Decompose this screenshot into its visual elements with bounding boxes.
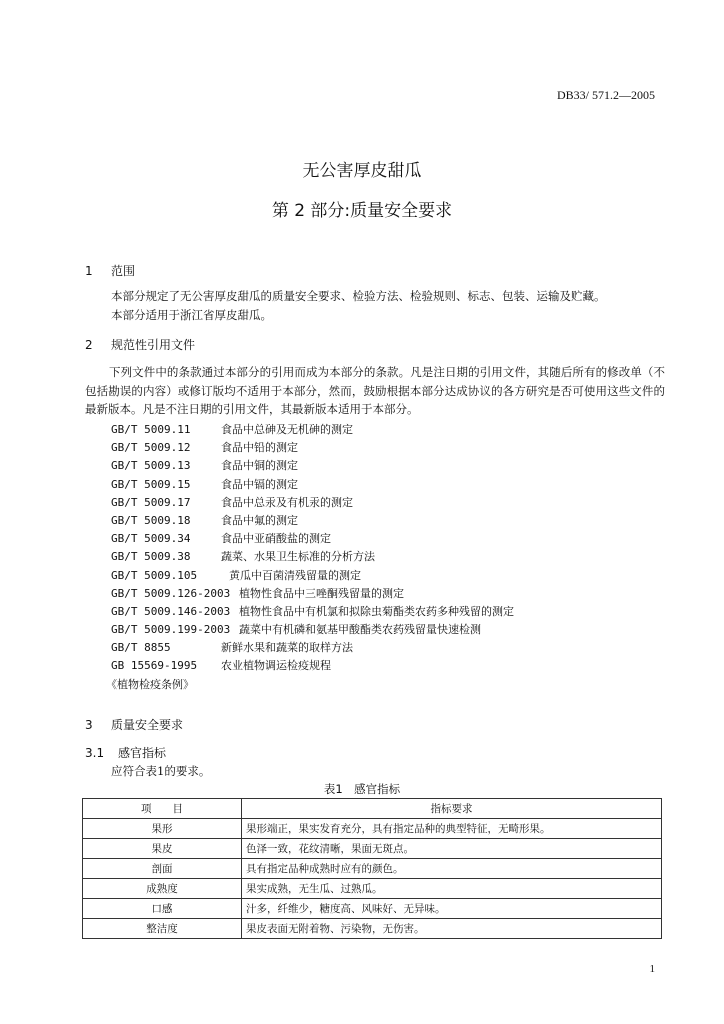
section-number: 3 bbox=[85, 718, 93, 732]
reference-code: GB/T 5009.15 bbox=[111, 477, 191, 491]
document-code: DB33/ 571.2—2005 bbox=[556, 88, 655, 102]
reference-title: 蔬菜、水果卫生标准的分析方法 bbox=[221, 550, 375, 564]
document-title: 无公害厚皮甜瓜 bbox=[302, 161, 422, 181]
reference-title: 蔬菜中有机磷和氨基甲酸酯类农药残留量快速检测 bbox=[239, 623, 481, 637]
reference-item bbox=[111, 421, 514, 439]
reference-item bbox=[111, 603, 514, 621]
page-number: 1 bbox=[649, 963, 655, 975]
section-number: 3.1 bbox=[85, 746, 105, 760]
reference-code: GB/T 5009.34 bbox=[111, 532, 191, 546]
reference-code: GB/T 5009.18 bbox=[111, 513, 191, 527]
section-2-heading bbox=[85, 336, 195, 353]
reference-item bbox=[111, 548, 514, 566]
section-title: 质量安全要求 bbox=[111, 718, 184, 732]
table-cell-requirement: 汁多，纤维少，糖度高、风味好、无异味。 bbox=[242, 899, 662, 919]
reference-code: GB/T 5009.11 bbox=[111, 423, 191, 436]
column-header-item: 项 目 bbox=[83, 799, 242, 819]
reference-title: 食品中氟的测定 bbox=[221, 513, 298, 527]
section-1-line-1: 本部分规定了无公害厚皮甜瓜的质量安全要求、检验方法、检验规则、标志、包装、运输及贮藏。 bbox=[111, 289, 606, 303]
reference-list bbox=[106, 421, 514, 694]
reference-code: GB/T 5009.126-2003 bbox=[111, 586, 231, 600]
column-header-requirement: 指标要求 bbox=[242, 799, 662, 819]
table-cell-requirement: 色泽一致，花纹清晰，果面无斑点。 bbox=[242, 839, 662, 859]
reference-title: 食品中亚硝酸盐的测定 bbox=[221, 532, 331, 546]
reference-item bbox=[111, 567, 514, 585]
table-caption: 表1 感官指标 bbox=[323, 782, 401, 796]
reference-title: 植物性食品中三唑酮残留量的测定 bbox=[239, 586, 404, 600]
reference-item bbox=[106, 676, 514, 694]
sensory-criteria-table bbox=[82, 798, 662, 939]
table-cell-requirement: 果皮表面无附着物、污染物，无伤害。 bbox=[242, 919, 662, 939]
reference-code: GB/T 5009.105 bbox=[111, 568, 198, 582]
table-row bbox=[83, 859, 662, 879]
section-3-1-heading bbox=[85, 744, 166, 761]
reference-item bbox=[111, 639, 514, 657]
table-row bbox=[83, 919, 662, 939]
reference-code: GB/T 8855 bbox=[111, 641, 171, 655]
table-cell-item: 口感 bbox=[83, 899, 242, 919]
reference-code: GB/T 5009.17 bbox=[111, 495, 191, 509]
reference-title: 新鲜水果和蔬菜的取样方法 bbox=[221, 641, 353, 655]
reference-title: 植物性食品中有机氯和拟除虫菊酯类农药多种残留的测定 bbox=[239, 604, 514, 618]
reference-item bbox=[111, 494, 514, 512]
reference-item bbox=[111, 439, 514, 457]
reference-title: 食品中总汞及有机汞的测定 bbox=[221, 495, 353, 509]
table-cell-requirement: 具有指定品种成熟时应有的颜色。 bbox=[242, 859, 662, 879]
reference-item bbox=[111, 621, 514, 639]
reference-code: GB/T 5009.12 bbox=[111, 441, 191, 455]
reference-code: GB/T 5009.146-2003 bbox=[111, 604, 231, 618]
section-title: 感官指标 bbox=[118, 746, 167, 760]
reference-item bbox=[111, 657, 514, 675]
reference-code: GB/T 5009.199-2003 bbox=[111, 623, 231, 637]
table-cell-item: 成熟度 bbox=[83, 879, 242, 899]
table-row bbox=[83, 819, 662, 839]
table-row bbox=[83, 839, 662, 859]
reference-item bbox=[111, 476, 514, 494]
reference-code: 《植物检疫条例》 bbox=[106, 677, 194, 691]
reference-code: GB/T 5009.38 bbox=[111, 550, 191, 564]
reference-code: GB 15569-1995 bbox=[111, 659, 198, 673]
section-title: 范围 bbox=[111, 264, 136, 278]
document-subtitle: 第 2 部分:质量安全要求 bbox=[271, 201, 453, 221]
table-cell-item: 整洁度 bbox=[83, 919, 242, 939]
reference-title: 农业植物调运检疫规程 bbox=[221, 659, 331, 673]
section-2-intro: 下列文件中的条款通过本部分的引用而成为本部分的条款。凡是注日期的引用文件，其随后所有的修改单（不包括勘误的内容）或修订版均不适用于本部分，然而，鼓励根据本部分达成协议的各方研究是否可使用这些文件的最新版本。凡是不注日期的引用文件，其最新版本适用于本部分。 bbox=[85, 365, 665, 416]
reference-title: 食品中总砷及无机砷的测定 bbox=[221, 423, 353, 436]
table-cell-requirement: 果实成熟，无生瓜、过熟瓜。 bbox=[242, 879, 662, 899]
section-title: 规范性引用文件 bbox=[111, 338, 196, 352]
table-header-row bbox=[83, 799, 662, 819]
reference-code: GB/T 5009.13 bbox=[111, 459, 191, 473]
reference-title: 黄瓜中百菌清残留量的测定 bbox=[229, 568, 361, 582]
reference-title: 食品中镉的测定 bbox=[221, 477, 298, 491]
section-3-heading bbox=[85, 716, 183, 733]
reference-item bbox=[111, 585, 514, 603]
reference-item bbox=[111, 530, 514, 548]
section-1-heading bbox=[85, 262, 135, 279]
table-cell-item: 果形 bbox=[83, 819, 242, 839]
reference-item bbox=[111, 457, 514, 475]
table-row bbox=[83, 899, 662, 919]
section-number: 2 bbox=[85, 338, 93, 352]
section-3-1-text: 应符合表1的要求。 bbox=[111, 764, 211, 778]
table-cell-item: 剖面 bbox=[83, 859, 242, 879]
reference-title: 食品中铅的测定 bbox=[221, 441, 298, 455]
table-cell-item: 果皮 bbox=[83, 839, 242, 859]
table-cell-requirement: 果形端正，果实发育充分，具有指定品种的典型特征，无畸形果。 bbox=[242, 819, 662, 839]
table-row bbox=[83, 879, 662, 899]
section-1-line-2: 本部分适用于浙江省厚皮甜瓜。 bbox=[111, 308, 272, 322]
reference-item bbox=[111, 512, 514, 530]
reference-title: 食品中铜的测定 bbox=[221, 459, 298, 473]
section-number: 1 bbox=[85, 264, 93, 278]
